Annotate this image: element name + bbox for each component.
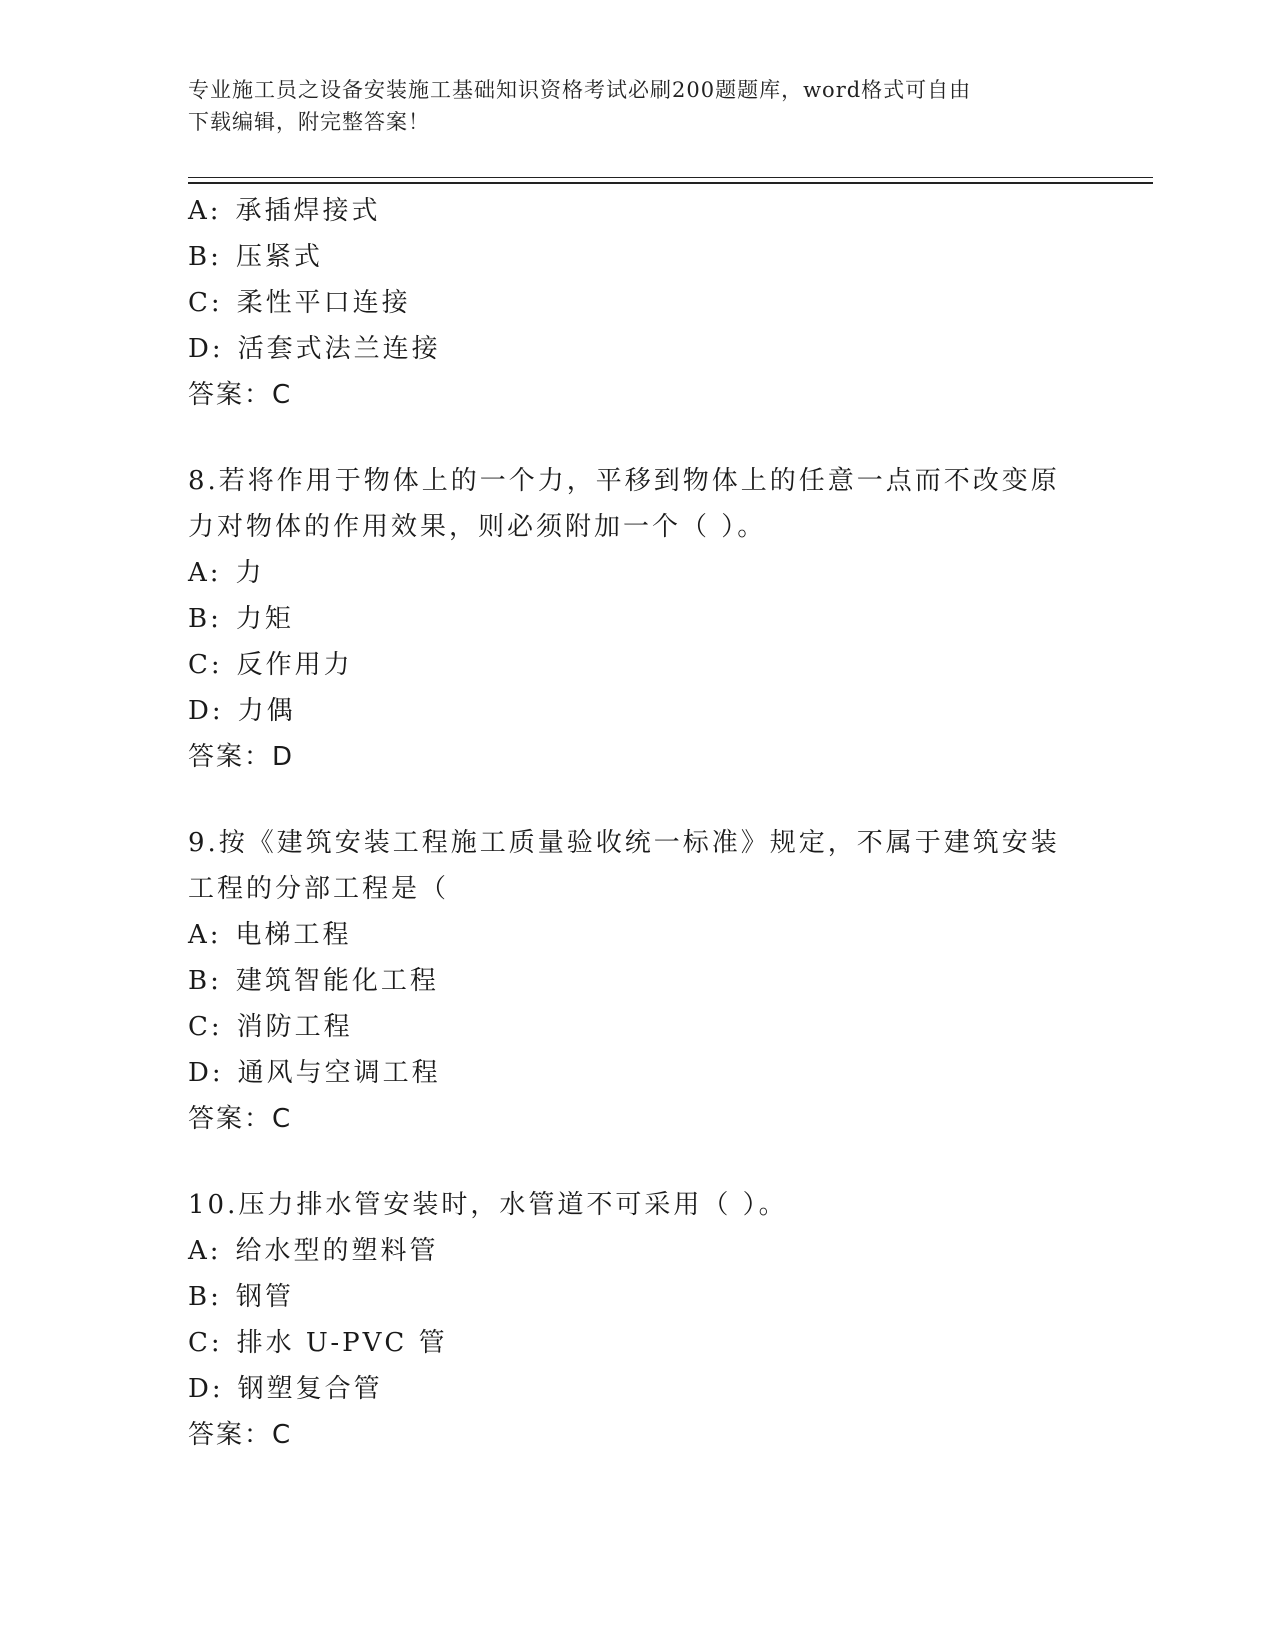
option-d: D: 钢塑复合管 [188, 1374, 383, 1404]
option-d: D: 通风与空调工程 [188, 1058, 441, 1088]
option-b: B: 钢管 [188, 1282, 294, 1312]
option-b: B: 建筑智能化工程 [188, 966, 439, 996]
answer: 答案：C [188, 380, 293, 410]
question-10 [188, 1182, 1088, 1458]
question-7 [188, 188, 1088, 418]
option-c: C: 排水 U-PVC 管 [188, 1328, 448, 1358]
document-header [188, 74, 1068, 138]
question-9 [188, 820, 1088, 1142]
option-c: C: 反作用力 [188, 650, 353, 680]
question-text: 8.若将作用于物体上的一个力，平移到物体上的任意一点而不改变原 力对物体的作用效果，则必须附加一个（ ）。 [188, 466, 1060, 542]
header-divider-thin [188, 177, 1153, 178]
option-c: C: 消防工程 [188, 1012, 353, 1042]
question-8 [188, 458, 1088, 780]
option-c: C: 柔性平口连接 [188, 288, 411, 318]
option-d: D: 力偶 [188, 696, 296, 726]
answer: 答案：D [188, 742, 295, 772]
option-a: A: 力 [188, 558, 265, 588]
question-text: 10.压力排水管安装时，水管道不可采用（ ）。 [188, 1190, 788, 1220]
question-text: 9.按《建筑安装工程施工质量验收统一标准》规定，不属于建筑安装 工程的分部工程是（ [188, 828, 1060, 904]
option-d: D: 活套式法兰连接 [188, 334, 441, 364]
answer: 答案：C [188, 1104, 293, 1134]
question-list [188, 188, 1088, 1458]
answer: 答案：C [188, 1420, 293, 1450]
header-line-1: 专业施工员之设备安装施工基础知识资格考试必刷200题题库，word格式可自由 [188, 78, 972, 102]
option-b: B: 力矩 [188, 604, 294, 634]
option-a: A: 给水型的塑料管 [188, 1236, 439, 1266]
option-a: A: 承插焊接式 [188, 196, 381, 226]
option-a: A: 电梯工程 [188, 920, 352, 950]
header-line-2: 下载编辑，附完整答案！ [188, 110, 430, 134]
option-b: B: 压紧式 [188, 242, 323, 272]
header-divider-thick [188, 182, 1153, 184]
